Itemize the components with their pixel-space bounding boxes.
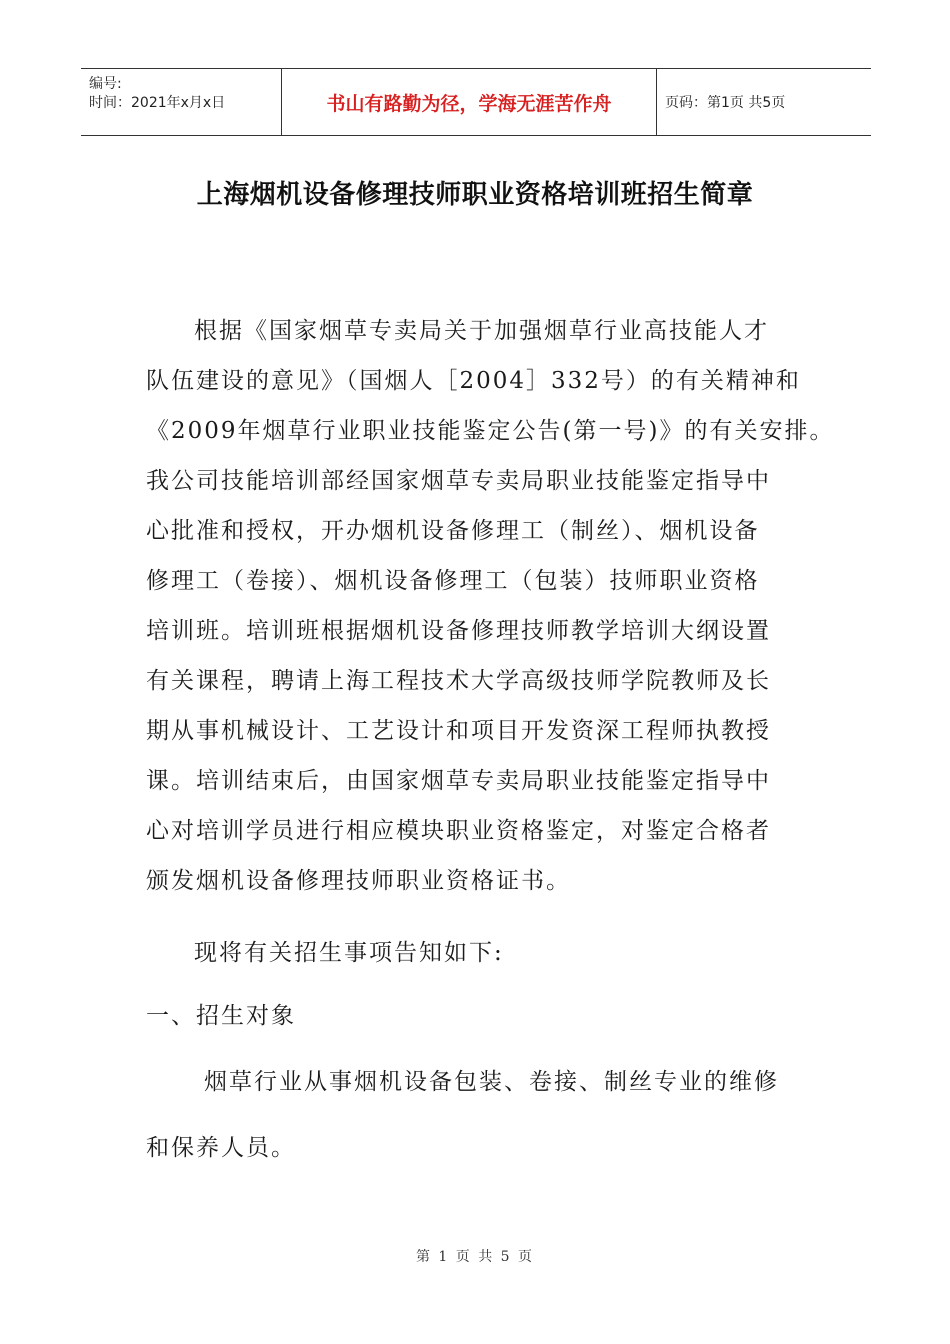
header-table — [81, 68, 871, 136]
intro-line: 根据《国家烟草专卖局关于加强烟草行业高技能人才 — [194, 318, 769, 344]
intro-line: 《2009年烟草行业职业技能鉴定公告(第一号)》的有关安排。 — [146, 418, 835, 444]
header-page-code: 页码：第1页 共5页 — [665, 95, 786, 111]
intro-line: 期从事机械设计、工艺设计和项目开发资深工程师执教授 — [146, 718, 771, 744]
header-meta-cell — [81, 69, 281, 135]
intro-line: 我公司技能培训部经国家烟草专卖局职业技能鉴定指导中 — [146, 468, 771, 494]
intro-line: 培训班。培训班根据烟机设备修理技师教学培训大纲设置 — [146, 618, 771, 644]
intro-line: 颁发烟机设备修理技师职业资格证书。 — [146, 868, 571, 894]
intro-line: 课。培训结束后，由国家烟草专卖局职业技能鉴定指导中 — [146, 768, 771, 794]
serial-label: 编号: — [89, 76, 122, 92]
enrollment-target-line: 和保养人员。 — [146, 1135, 296, 1161]
notice-line: 现将有关招生事项告知如下: — [194, 940, 504, 966]
intro-line: 队伍建设的意见》（国烟人［2004］332号）的有关精神和 — [146, 368, 801, 394]
intro-line: 有关课程，聘请上海工程技术大学高级技师学院教师及长 — [146, 668, 771, 694]
intro-paragraph — [146, 306, 835, 906]
document-title: 上海烟机设备修理技师职业资格培训班招生简章 — [196, 180, 754, 210]
time-label: 时间：2021年x月x日 — [89, 95, 226, 111]
intro-line: 心对培训学员进行相应模块职业资格鉴定，对鉴定合格者 — [146, 818, 771, 844]
page-footer: 第 1 页 共 5 页 — [415, 1249, 535, 1265]
intro-line: 心批准和授权，开办烟机设备修理工（制丝）、烟机设备 — [146, 518, 760, 544]
header-motto: 书山有路勤为径，学海无涯苦作舟 — [281, 69, 657, 135]
intro-line: 修理工（卷接）、烟机设备修理工（包装）技师职业资格 — [146, 568, 760, 594]
enrollment-target-line: 烟草行业从事烟机设备包装、卷接、制丝专业的维修 — [204, 1069, 779, 1095]
section-heading-enrollment-target: 一、招生对象 — [146, 1003, 296, 1029]
